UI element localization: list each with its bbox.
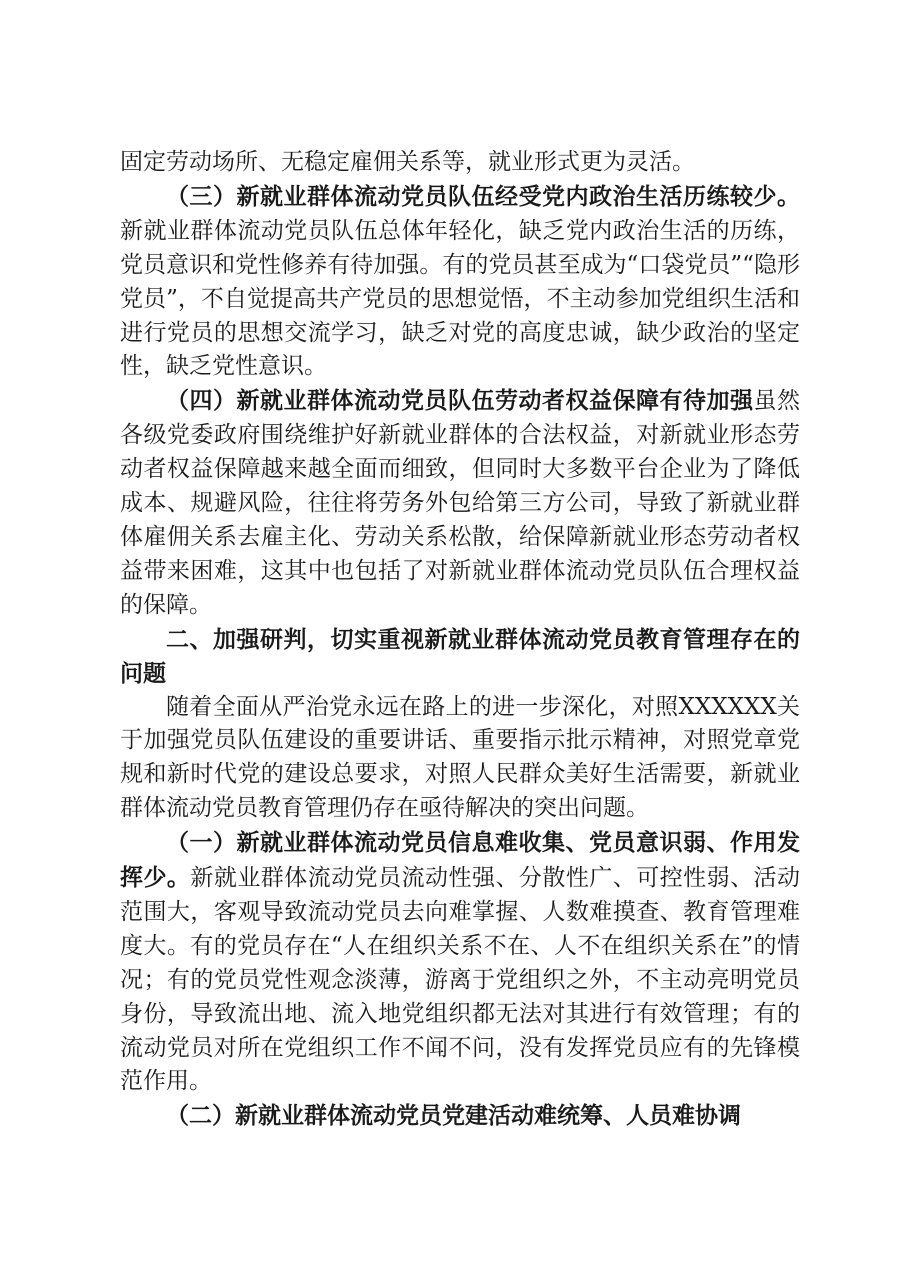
paragraph-text: 新就业群体流动党员队伍总体年轻化，缺乏党内政治生活的历练，党员意识和党性修养有待加强。有的党员甚至成为“口袋党员”“隐形党员”，不自觉提高共产党员的思想觉悟，不主动参加党组织生活和进行党员的思想交流学习，缺乏对党的高度忠诚，缺少政治的坚定性，缺乏党性意识。 — [120, 217, 800, 380]
section-heading-three: （三）新就业群体流动党员队伍经受党内政治生活历练较少。 — [166, 182, 800, 210]
chapter-heading-text: 二、加强研判，切实重视新就业群体流动党员教育管理存在的问题 — [120, 625, 800, 687]
document-body — [120, 146, 800, 1134]
paragraph-section-four — [120, 384, 800, 622]
section-heading-four: （四）新就业群体流动党员队伍劳动者权益保障有待加强 — [166, 387, 754, 415]
paragraph-text: 随着全面从严治党永远在路上的进一步深化，对照XXXXXX关于加强党员队伍建设的重要讲话、重要指示批示精神，对照党章党规和新时代党的建设总要求，对照人民群众美好生活需要，新就业群体流动党员教育管理仍存在亟待解决的突出问题。 — [120, 693, 800, 822]
section-heading-two: （二）新就业群体流动党员党建活动难统筹、人员难协调 — [166, 1102, 741, 1130]
paragraph-text: 虽然各级党委政府围绕维护好新就业群体的合法权益，对新就业形态劳动者权益保障越来越全面而细致，但同时大多数平台企业为了降低成本、规避风险，往往将劳务外包给第三方公司，导致了新就业群体雇佣关系去雇主化、劳动关系松散，给保障新就业形态劳动者权益带来困难，这其中也包括了对新就业群体流动党员队伍合理权益的保障。 — [120, 388, 800, 618]
paragraph-section-two — [120, 1099, 800, 1134]
paragraph-section-one — [120, 826, 800, 1099]
paragraph-continuation — [120, 146, 800, 180]
paragraph-text: 新就业群体流动党员流动性强、分散性广、可控性弱、活动范围大，客观导致流动党员去向难掌握、人数难摸查、教育管理难度大。有的党员存在“人在组织关系不在、人不在组织关系在”的情况；有的党员党性观念淡薄，游离于党组织之外，不主动亮明党员身份，导致流出地、流入地党组织都无法对其进行有效管理；有的流动党员对所在党组织工作不闻不问，没有发挥党员应有的先锋模范作用。 — [120, 865, 801, 1095]
paragraph-section-three — [120, 180, 800, 384]
paragraph-intro — [120, 691, 800, 827]
paragraph-text: 固定劳动场所、无稳定雇佣关系等，就业形式更为灵活。 — [120, 149, 695, 175]
chapter-heading-two — [120, 623, 800, 691]
section-heading-one: （一）新就业群体流动党员信息难收集、党员意识弱、作用发挥少。 — [120, 829, 800, 892]
